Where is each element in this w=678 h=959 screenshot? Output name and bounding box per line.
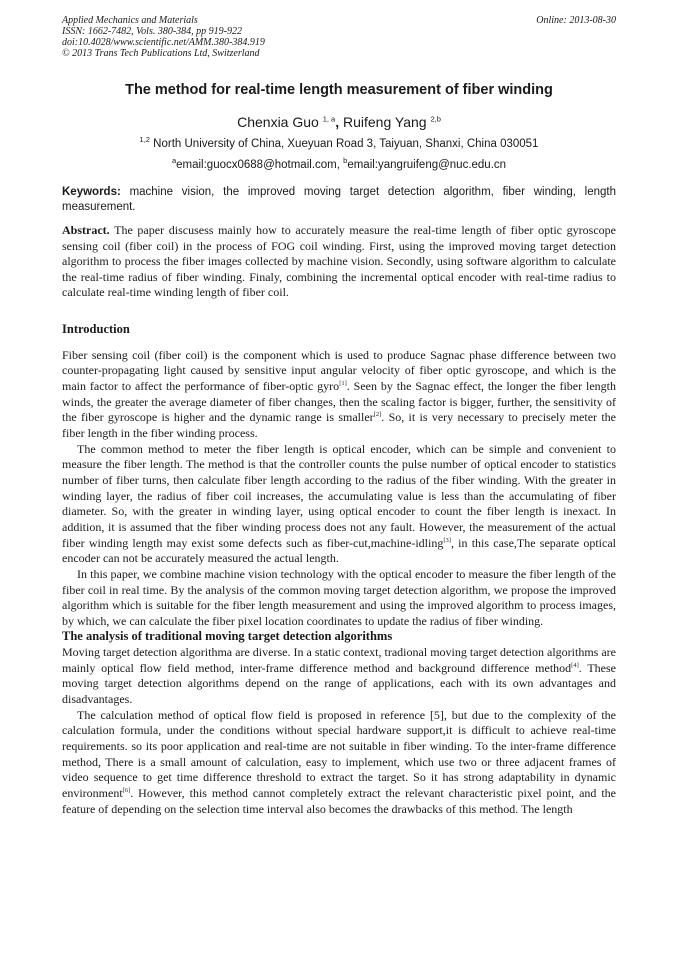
section-heading: Introduction: [62, 322, 130, 336]
keywords: [62, 185, 616, 215]
text-run: . So, it is very necessary to precisely meter the fiber length in the fiber winding process.: [62, 410, 616, 440]
text-run: The common method to meter the fiber length is optical encoder, which can be simple and convenient to measure the fiber length. The method is that the controller counts the pulse number of optical encoder to statistics number of fiber turns, then calculate fiber length according to the radius of the fiber winding. With the greater in winding layer, the radius of fiber coil increases, the accumulating value is less than the accumulating of fiber diameter. So, with the greater in winding layer, using optical encoder to count the fiber length is inexact. In addition, it is assumed that the fiber winding process does not any fault. However, the measurement of the actual fiber winding length may exist some defects such as fiber-cut,machine-idling: [62, 441, 616, 550]
citation: [2]: [373, 411, 382, 419]
email-address: email:guocx0688@hotmail.com: [176, 159, 337, 171]
section-heading: The analysis of traditional moving target detection algorithms: [62, 629, 393, 644]
paragraph: [62, 708, 616, 818]
affiliation-text: North University of China, Xueyuan Road 3, Taiyuan, Shanxi, China 030051: [153, 138, 539, 150]
affiliation: [62, 135, 616, 150]
doi-line: doi:10.4028/www.scientific.net/AMM.380-384.919: [62, 37, 265, 48]
citation: [4]: [571, 661, 579, 669]
text-run: Fiber sensing coil (fiber coil) is the component which is used to produce Sagnac phase difference between two counter-propagating light caused by sensitive input angular velocity of fiber optic gyroscope, and which is the main factor to affect the performance of fiber-optic gyro: [62, 347, 616, 393]
text-run: , in this case,The separate optical encoder can not be accurately measured the actual length.: [62, 535, 616, 566]
keywords-text: machine vision, the improved moving target detection algorithm, fiber winding, length measurement.: [62, 186, 616, 213]
author-separator: ,: [335, 114, 340, 130]
copyright-line: © 2013 Trans Tech Publications Ltd, Switzerland: [62, 48, 260, 59]
affiliation-mark: 1,2: [139, 135, 150, 145]
email-separator: ,: [336, 159, 340, 171]
citation: [6]: [122, 787, 131, 795]
email-mark: a: [171, 156, 177, 166]
text-run: . However, this method cannot completely extract the relevant characteristic pixel point, and the feature of depending on the selection time interval also becomes the drawbacks of this method. The length: [62, 786, 616, 816]
author-affiliation-mark: 2,b: [430, 114, 441, 124]
abstract-label: Abstract.: [62, 223, 110, 237]
paragraph: [62, 645, 616, 708]
journal-header: [62, 15, 616, 59]
author-name: Ruifeng Yang: [343, 114, 427, 130]
paragraph: In this paper, we combine machine vision technology with the optical encoder to measure the fiber length of the fiber coil in real time. By the analysis of the common moving target detection algorithm, we propose the improved algorithm which is suitable for the fiber length measurement and using the improved algorithm to process images, by which, we can calculate the fiber pixel location coordinates to update the radius of fiber winding.: [62, 566, 616, 628]
author-affiliation-mark: 1, a: [322, 114, 336, 124]
main-body: [62, 322, 616, 817]
email-mark: b: [343, 156, 348, 166]
email-line: [62, 156, 616, 171]
text-run: . Seen by the Sagnac effect, the longer the fiber length winds, the greater the average diameter of fiber changes, then the scaling factor is bigger, further, the sensitivity of the fiber gyroscope is higher and the dynamic range is smaller: [62, 378, 617, 425]
text-run: The calculation method of optical flow field is proposed in reference [5], but due to the complexity of the calculation formula, under the conditions without special hardware support,it is difficult to achieve real-time requirements. so its poor application and real-time are not suitable in fiber winding. To the inter-frame difference method, There is a small amount of calculation, easy to implement, which use two or three adjacent frames of video sequence to get time difference threshold to extract the target. So it has strong adaptability in dynamic environment: [62, 707, 616, 801]
email-address: email:yangruifeng@nuc.edu.cn: [347, 159, 507, 171]
citation: [1]: [339, 379, 347, 387]
journal-name: Applied Mechanics and Materials: [62, 15, 198, 26]
author-name: Chenxia Guo: [237, 114, 319, 130]
keywords-label: Keywords:: [62, 186, 121, 198]
abstract: [62, 223, 616, 301]
citation: [3]: [443, 536, 451, 544]
online-date: Online: 2013-08-30: [536, 15, 616, 26]
paragraph: [62, 442, 616, 567]
author-line: [62, 114, 616, 130]
abstract-text: The paper discusess mainly how to accurately measure the real-time length of fiber optic gyroscope sensing coil (fiber coil) in the process of FOG coil winding. First, using the improved moving target detection algorithm to process the fiber images collected by machine vision. Secondly, using software algorithm to calculate the real-time radius of fiber winding. Finaly, combining the incremental optical encoder with real-time radius to calculate real-time winding length of fiber coil.: [62, 223, 616, 300]
issn-line: ISSN: 1662-7482, Vols. 380-384, pp 919-922: [62, 26, 242, 37]
text-run: Moving target detection algorithma are diverse. In a static context, tradional moving target detection algorithms are mainly optical flow field method, inter-frame difference method and background difference method: [62, 645, 616, 675]
paper-title: The method for real-time length measurement of fiber winding: [125, 82, 553, 98]
paragraph: [62, 348, 616, 442]
text-run: . These moving target detection algorithms depend on the range of applications, each with its own advantages and disadvantages.: [62, 660, 616, 707]
